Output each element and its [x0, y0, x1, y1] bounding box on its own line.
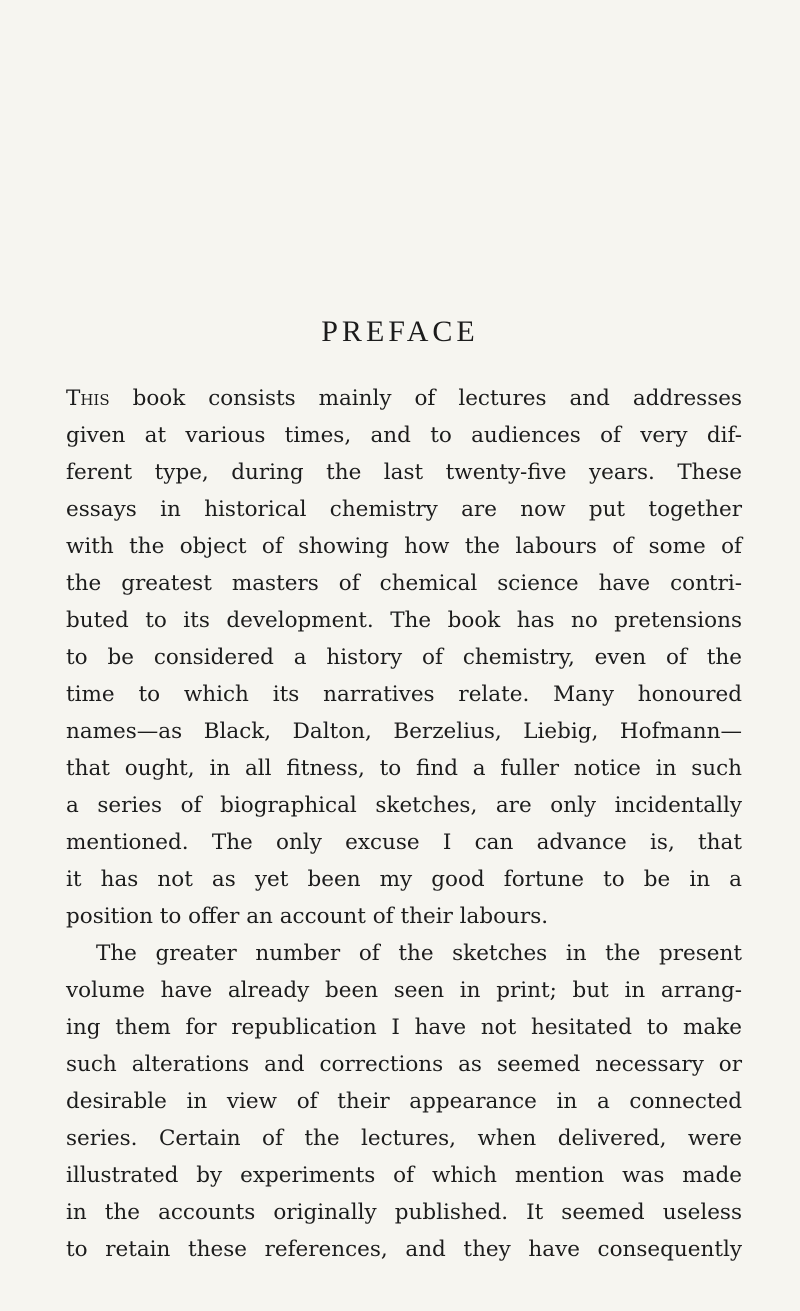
- text-line: illustrated by experiments of which mention was made: [66, 1163, 742, 1188]
- text-line: it has not as yet been my good fortune to be in a: [66, 867, 742, 892]
- page-title: PREFACE: [321, 315, 479, 348]
- text-line: essays in historical chemistry are now put together: [66, 497, 742, 522]
- text-line: The greater number of the sketches in the present: [96, 941, 742, 966]
- text-line: a series of biographical sketches, are only incidentally: [66, 793, 742, 818]
- text-line: [66, 380, 742, 417]
- text-line: with the object of showing how the labours of some of: [66, 534, 742, 559]
- preface-text: [66, 380, 742, 1268]
- text-line: ferent type, during the last twenty-five years. These: [66, 460, 742, 485]
- text-line-content: book consists mainly of lectures and addresses: [109, 386, 742, 411]
- text-line: the greatest masters of chemical science have contri-: [66, 571, 742, 596]
- text-line: names—as Black, Dalton, Berzelius, Liebig, Hofmann—: [66, 719, 742, 744]
- text-line: such alterations and corrections as seemed necessary or: [66, 1052, 742, 1077]
- text-line: to be considered a history of chemistry, even of the: [66, 645, 742, 670]
- text-line: given at various times, and to audiences of very dif-: [66, 423, 742, 448]
- text-line: time to which its narratives relate. Many honoured: [66, 682, 742, 707]
- text-line: position to offer an account of their labours.: [66, 904, 549, 929]
- text-line: buted to its development. The book has no pretensions: [66, 608, 742, 633]
- lead-word: This: [66, 386, 110, 411]
- text-line: that ought, in all fitness, to find a fuller notice in such: [66, 756, 742, 781]
- text-line: volume have already been seen in print; but in arrang-: [66, 978, 742, 1003]
- text-line: mentioned. The only excuse I can advance is, that: [66, 830, 742, 855]
- text-line: in the accounts originally published. It seemed useless: [66, 1200, 742, 1225]
- text-line: desirable in view of their appearance in a connected: [66, 1089, 742, 1114]
- text-line: to retain these references, and they have consequently: [66, 1237, 742, 1262]
- text-line: series. Certain of the lectures, when delivered, were: [66, 1126, 742, 1151]
- text-line: ing them for republication I have not hesitated to make: [66, 1015, 742, 1040]
